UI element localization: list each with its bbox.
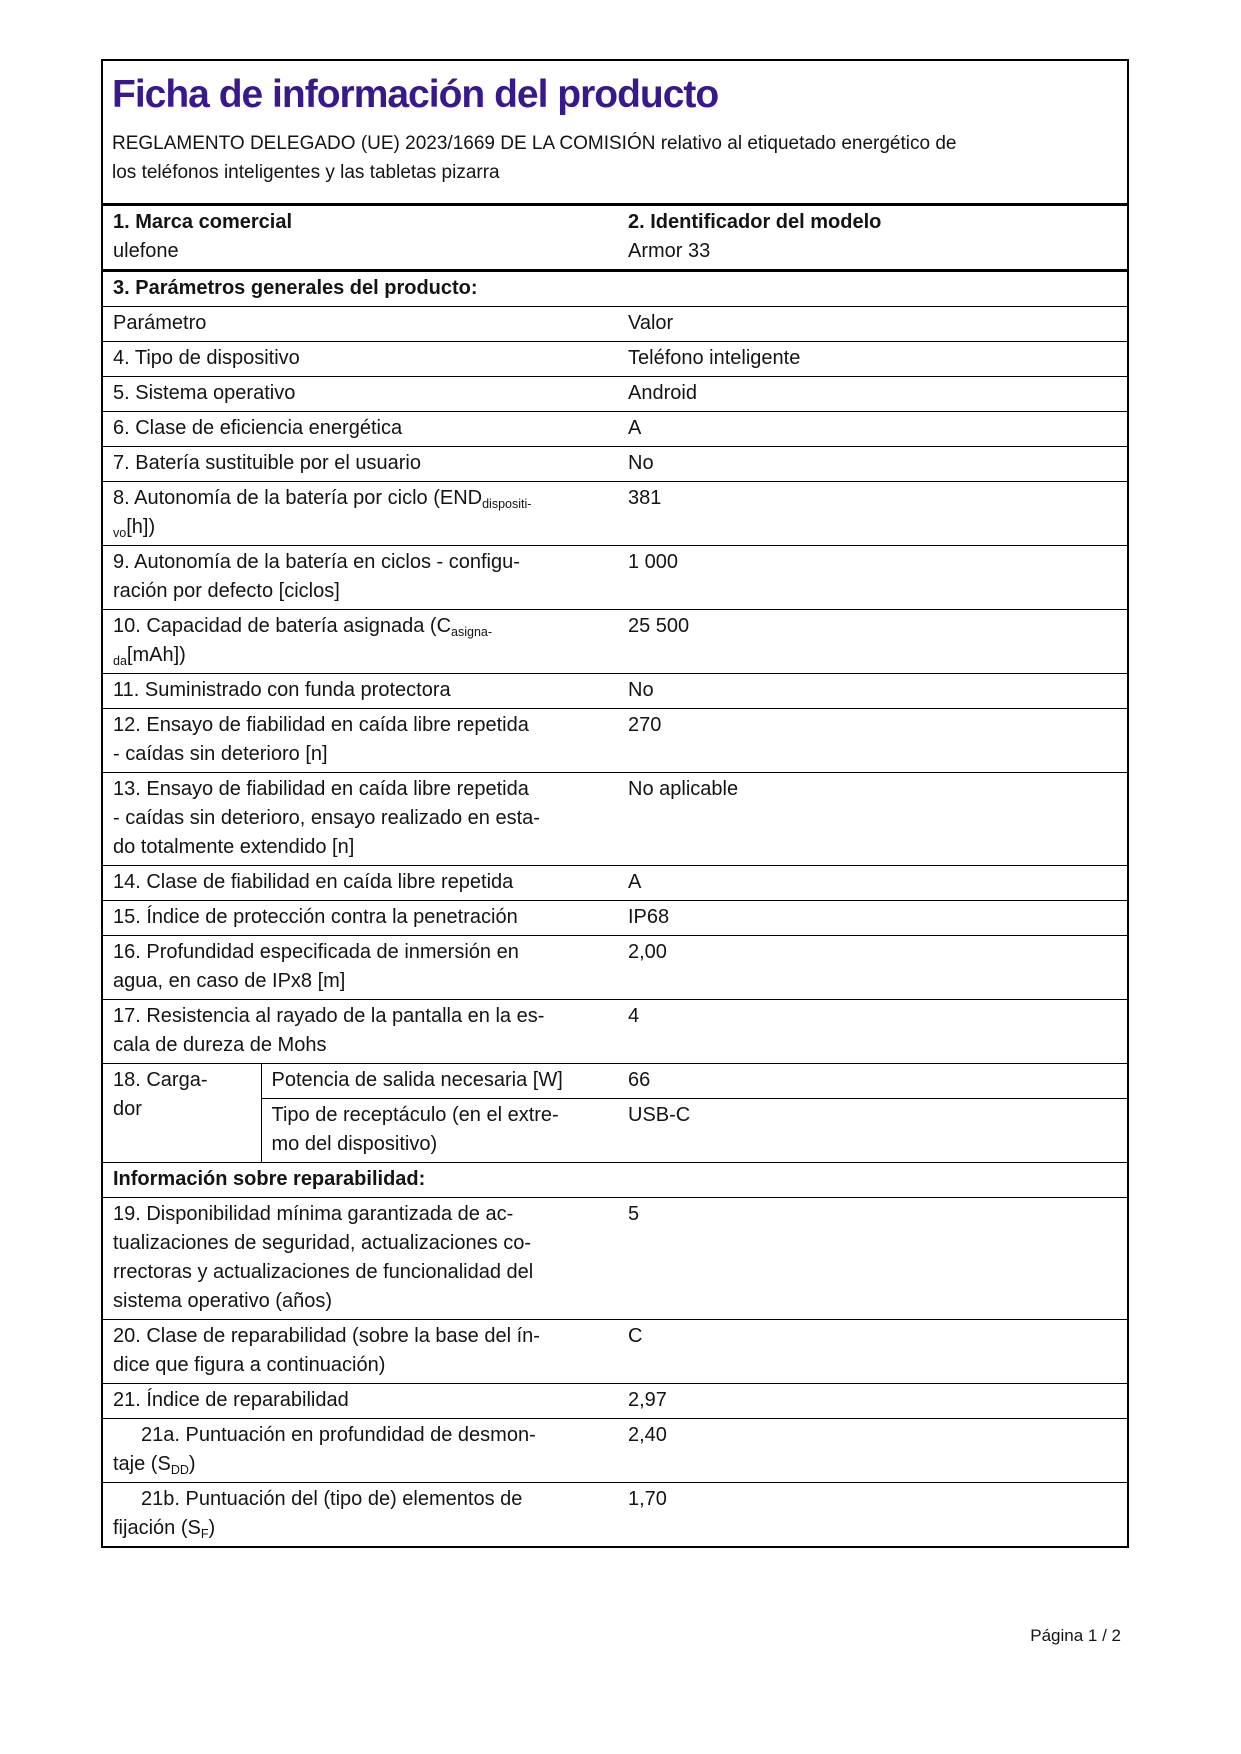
param-label-cell: 21. Índice de reparabilidad xyxy=(103,1384,618,1419)
param-value-cell: No xyxy=(618,674,1127,709)
param-value-cell: A xyxy=(618,866,1127,901)
section-row xyxy=(103,1163,1127,1198)
brand-cell xyxy=(103,205,618,271)
param-value-cell: 25 500 xyxy=(618,610,1127,674)
param-label-cell: 11. Suministrado con funda protectora xyxy=(103,674,618,709)
table-row xyxy=(103,546,1127,610)
param-label-cell: 15. Índice de protección contra la penetración xyxy=(103,901,618,936)
param-label-cell: 17. Resistencia al rayado de la pantalla en la es- cala de dureza de Mohs xyxy=(103,1000,618,1064)
param-value-cell: IP68 xyxy=(618,901,1127,936)
model-cell-value: Armor 33 xyxy=(628,240,711,262)
table-row xyxy=(103,1419,1127,1483)
table-row xyxy=(103,447,1127,482)
param-label-cell: 14. Clase de fiabilidad en caída libre repetida xyxy=(103,866,618,901)
brand-cell-label: 1. Marca comercial xyxy=(113,211,292,233)
param-value-cell: C xyxy=(618,1320,1127,1384)
param-label-cell: 9. Autonomía de la batería en ciclos - configu- ración por defecto [ciclos] xyxy=(103,546,618,610)
param-value-cell: No xyxy=(618,447,1127,482)
param-value-cell: Valor xyxy=(618,307,1127,342)
page-number: Página 1 / 2 xyxy=(1030,1626,1121,1645)
table-row xyxy=(103,709,1127,773)
regulation-line: los teléfonos inteligentes y las tabletas pizarra xyxy=(112,162,500,183)
param-label-cell: 4. Tipo de dispositivo xyxy=(103,342,618,377)
param-label-cell: 16. Profundidad especificada de inmersión en agua, en caso de IPx8 [m] xyxy=(103,936,618,1000)
product-table-body xyxy=(103,205,1127,1547)
param-value-cell: 270 xyxy=(618,709,1127,773)
param-label-cell: 19. Disponibilidad mínima garantizada de ac- tualizaciones de seguridad, actualizaciones co- rrectoras y actualizaciones de funcionalidad del sistema operativo (años) xyxy=(103,1198,618,1320)
model-cell xyxy=(618,205,1127,271)
page-title: Ficha de información del producto xyxy=(112,73,719,116)
param-value-cell: 1,70 xyxy=(618,1483,1127,1547)
param-label-cell: 20. Clase de reparabilidad (sobre la base del ín- dice que figura a continuación) xyxy=(103,1320,618,1384)
table-row xyxy=(103,1483,1127,1547)
param-value-cell: A xyxy=(618,412,1127,447)
table-row xyxy=(103,342,1127,377)
table-row xyxy=(103,1384,1127,1419)
table-row xyxy=(103,674,1127,709)
product-fiche xyxy=(101,59,1129,1548)
param-value-cell: 381 xyxy=(618,482,1127,546)
table-row xyxy=(103,307,1127,342)
table-row xyxy=(103,482,1127,546)
param-label-cell: 5. Sistema operativo xyxy=(103,377,618,412)
param-value-cell: 2,97 xyxy=(618,1384,1127,1419)
param-label-cell: 6. Clase de eficiencia energética xyxy=(103,412,618,447)
param-label-cell: 13. Ensayo de fiabilidad en caída libre repetida - caídas sin deterioro, ensayo realizado en esta- do totalmente extendido [n] xyxy=(103,773,618,866)
group-label-cell: 18. Carga- dor xyxy=(103,1064,261,1163)
param-label-cell: 21b. Puntuación del (tipo de) elementos de fijación $(S_F)$ xyxy=(103,1483,618,1547)
param-label-cell: 21a. Puntuación en profundidad de desmon- taje $(S_{DD})$ xyxy=(103,1419,618,1483)
table-row xyxy=(103,412,1127,447)
table-row xyxy=(103,773,1127,866)
table-row xyxy=(103,866,1127,901)
section-title-cell: 3. Parámetros generales del producto: xyxy=(103,271,1127,307)
param-value-cell: Teléfono inteligente xyxy=(618,342,1127,377)
param-value-cell: 5 xyxy=(618,1198,1127,1320)
product-table xyxy=(103,203,1127,1546)
param-label-cell: 8. Autonomía de la batería por ciclo ($END_{dispositi-}$ $_{vo}$[h]) xyxy=(103,482,618,546)
param-value-cell: 1 000 xyxy=(618,546,1127,610)
table-row xyxy=(103,610,1127,674)
param-value-cell: 66 xyxy=(618,1064,1127,1099)
table-row xyxy=(103,936,1127,1000)
table-row xyxy=(103,901,1127,936)
section-title-cell: Información sobre reparabilidad: xyxy=(103,1163,1127,1198)
table-row xyxy=(103,1064,1127,1099)
model-cell-label: 2. Identificador del modelo xyxy=(628,211,882,233)
param-label-cell: 10. Capacidad de batería asignada ($C_{asigna-}$ $_{da}$[mAh]) xyxy=(103,610,618,674)
fiche-header xyxy=(103,61,1127,203)
table-row xyxy=(103,377,1127,412)
param-value-cell: 2,40 xyxy=(618,1419,1127,1483)
regulation-text xyxy=(112,129,1113,187)
param-value-cell: No aplicable xyxy=(618,773,1127,866)
param-value-cell: 4 xyxy=(618,1000,1127,1064)
table-row xyxy=(103,1000,1127,1064)
param-value-cell: 2,00 xyxy=(618,936,1127,1000)
param-label-cell: Potencia de salida necesaria [W] xyxy=(261,1064,618,1099)
param-label-cell: Tipo de receptáculo (en el extre- mo del dispositivo) xyxy=(261,1099,618,1163)
param-label-cell: Parámetro xyxy=(103,307,618,342)
table-row xyxy=(103,1198,1127,1320)
table-row xyxy=(103,1320,1127,1384)
param-value-cell: USB-C xyxy=(618,1099,1127,1163)
param-label-cell: 12. Ensayo de fiabilidad en caída libre repetida - caídas sin deterioro [n] xyxy=(103,709,618,773)
brand-cell-value: ulefone xyxy=(113,240,179,262)
regulation-line: REGLAMENTO DELEGADO (UE) 2023/1669 DE LA COMISIÓN relativo al etiquetado energético de xyxy=(112,133,957,154)
param-label-cell: 7. Batería sustituible por el usuario xyxy=(103,447,618,482)
param-value-cell: Android xyxy=(618,377,1127,412)
section-row xyxy=(103,271,1127,307)
brand-row xyxy=(103,205,1127,271)
